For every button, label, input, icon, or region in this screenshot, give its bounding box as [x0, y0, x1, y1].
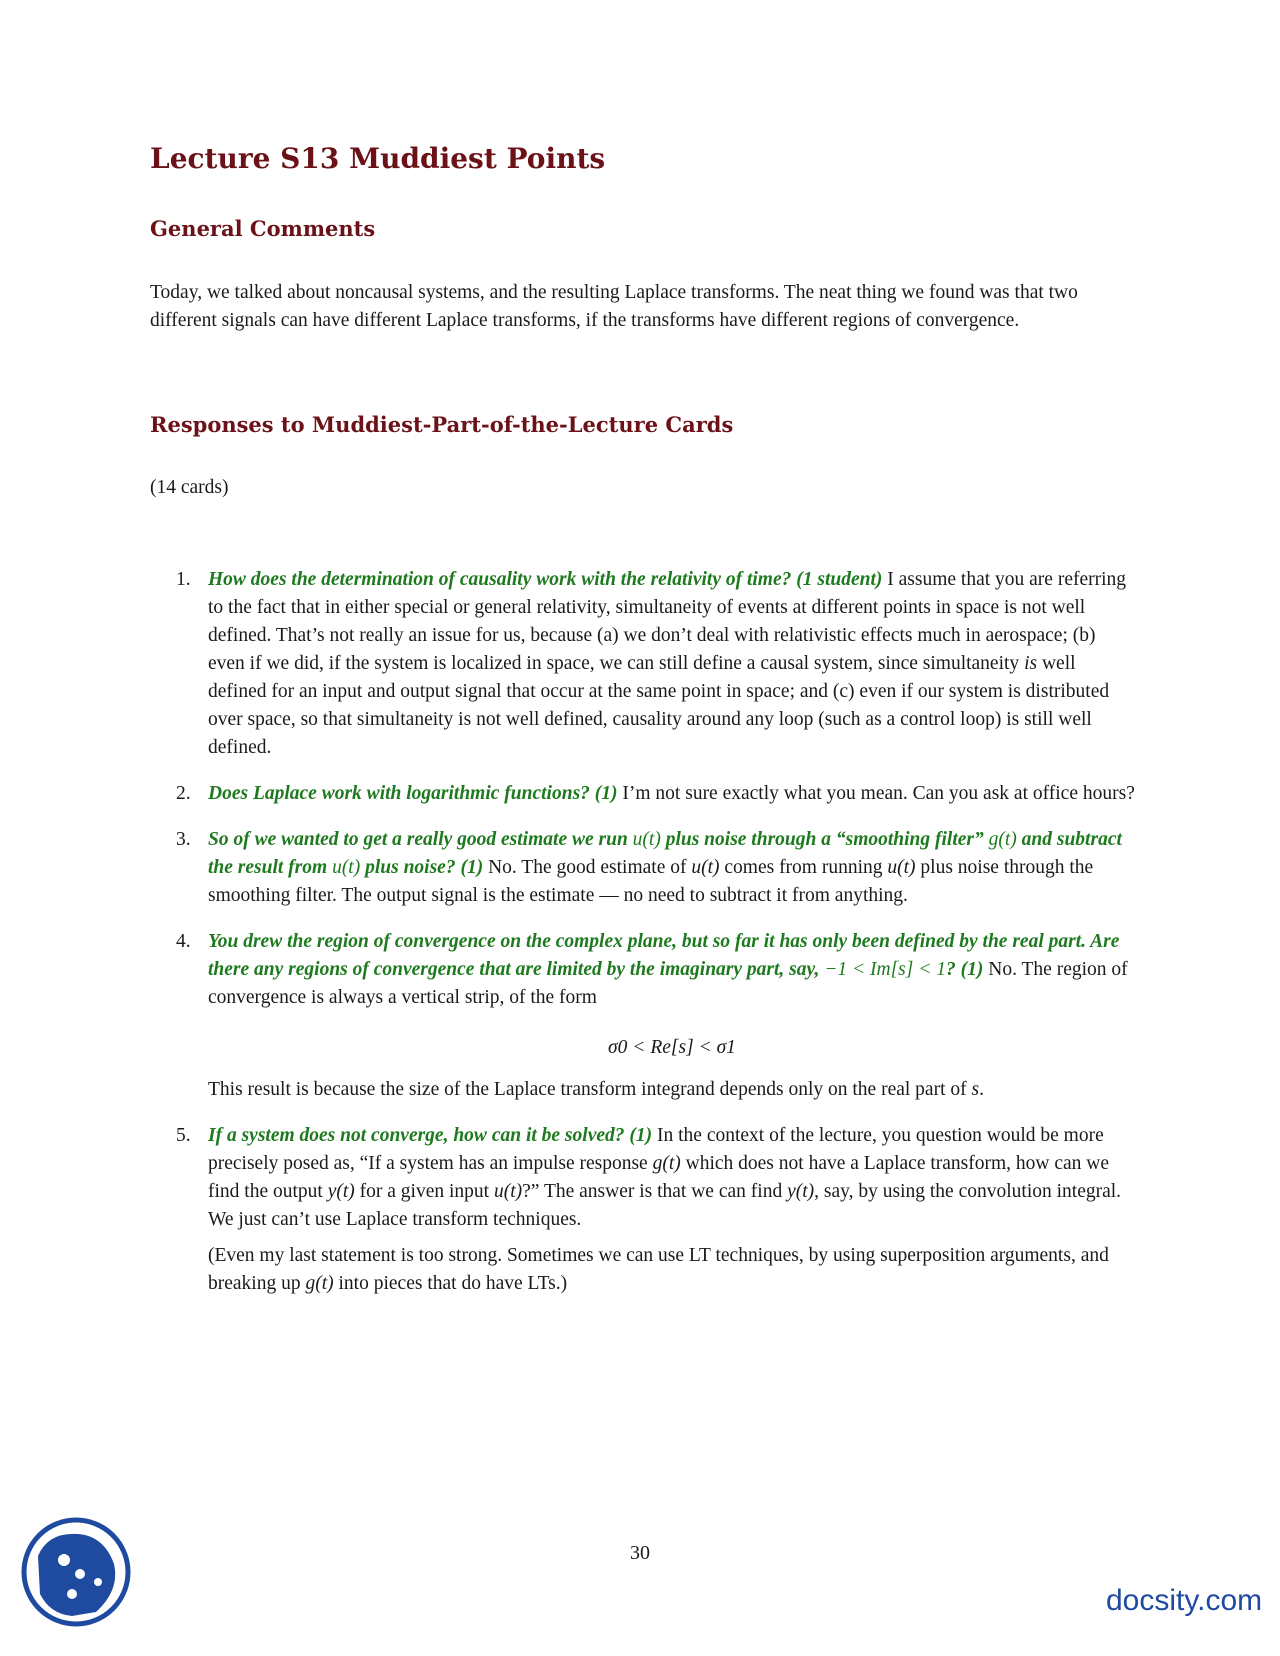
- general-comments-text: Today, we talked about noncausal systems, and the resulting Laplace transforms. The neat thing we found was that two different signals can have different Laplace transforms, if the transforms have different regions of convergence.: [150, 282, 1078, 331]
- math-expression: u(t): [887, 857, 916, 878]
- item-answer: I assume that you are referring to the fact that in either special or general relativity, simultaneity of events at different points in space is not well defined. That’s not really an issue for us, because (a) we don’t deal with relativistic effects much in aerospace; (b) even if we did, if the system is localized in space, we can still define a causal system, since simultaneity: [208, 569, 1127, 674]
- page-number: 30: [630, 1542, 650, 1564]
- item-answer: well defined for an input and output signal that occur at the same point in space; and (c) even if our system is distributed over space, so that simultaneity is not well defined, causality around any loop (such as a control loop) is still well defined.: [208, 653, 1110, 758]
- list-item: [176, 1122, 1136, 1298]
- item-question: plus noise through a “smoothing filter”: [660, 829, 989, 850]
- list-item: [176, 826, 1136, 910]
- item-question: How does the determination of causality work with the relativity of time? (1 student): [208, 569, 883, 590]
- math-expression: s: [971, 1079, 980, 1100]
- math-expression: y(t): [327, 1181, 355, 1202]
- item-number: 1.: [176, 569, 191, 590]
- math-expression: u(t): [332, 857, 361, 878]
- math-expression: u(t): [493, 1181, 523, 1202]
- item-answer: This result is because the size of the Laplace transform integrand depends only on the real part of: [208, 1079, 972, 1100]
- item-number: 2.: [176, 783, 191, 804]
- item-question: Does Laplace work with logarithmic functions? (1): [208, 783, 618, 804]
- item-answer: which does not have a Laplace transform, how can we find the output: [208, 1153, 1110, 1202]
- item-number: 4.: [176, 931, 191, 952]
- item-answer: I’m not sure exactly what you mean. Can you ask at office hours?: [617, 783, 1135, 804]
- equation: σ0 < Re[s] < σ1: [608, 1037, 736, 1058]
- item-question: ? (1): [946, 959, 984, 980]
- item-answer: , say, by using the convolution integral. We just can’t use Laplace transform techniques.: [208, 1181, 1122, 1230]
- item-question: So of we wanted to get a really good estimate we run: [208, 829, 633, 850]
- docsity-brand-link[interactable]: docsity.com: [1106, 1584, 1263, 1617]
- item-answer: into pieces that do have LTs.): [333, 1273, 568, 1294]
- math-expression: u(t): [632, 829, 661, 850]
- item-answer: .: [979, 1079, 984, 1100]
- item-question: plus noise? (1): [360, 857, 484, 878]
- general-comments-heading: General Comments: [150, 216, 376, 241]
- card-count: (14 cards): [150, 477, 229, 498]
- list-item: [176, 780, 1136, 808]
- item-number: 5.: [176, 1125, 191, 1146]
- math-expression: y(t): [787, 1181, 815, 1202]
- responses-list: [176, 566, 1136, 1316]
- item-answer: No. The region of convergence is always a vertical strip, of the form: [208, 959, 1128, 1008]
- item-answer: plus noise through the smoothing filter. The output signal is the estimate — no need to subtract it from anything.: [208, 857, 1094, 906]
- item-question: If a system does not converge, how can it be solved? (1): [208, 1125, 653, 1146]
- list-item: [176, 566, 1136, 762]
- docsity-logo-icon[interactable]: [20, 1516, 132, 1628]
- item-answer-emphasis: is: [1024, 653, 1038, 674]
- item-answer: No. The good estimate of: [483, 857, 692, 878]
- math-expression: g(t): [305, 1273, 334, 1294]
- item-answer: In the context of the lecture, you question would be more precisely posed as, “If a system has an impulse response: [208, 1125, 1104, 1174]
- item-number: 3.: [176, 829, 191, 850]
- item-answer: for a given input: [354, 1181, 494, 1202]
- item-answer: comes from running: [719, 857, 888, 878]
- item-question: and subtract the result from: [208, 829, 1122, 878]
- math-expression: g(t): [652, 1153, 681, 1174]
- math-expression: u(t): [691, 857, 720, 878]
- math-expression: g(t): [988, 829, 1017, 850]
- item-answer: (Even my last statement is too strong. Sometimes we can use LT techniques, by using superposition arguments, and breaking up: [208, 1245, 1109, 1294]
- page-title: Lecture S13 Muddiest Points: [150, 142, 606, 175]
- math-expression: −1 < Im[s] < 1: [824, 959, 947, 980]
- item-question: You drew the region of convergence on the complex plane, but so far it has only been defined by the real part. Are there any regions of convergence that are limited by the imaginary part, say,: [208, 931, 1120, 980]
- list-item: [176, 928, 1136, 1104]
- item-answer: ?” The answer is that we can find: [522, 1181, 788, 1202]
- responses-heading: Responses to Muddiest-Part-of-the-Lecture Cards: [150, 412, 734, 437]
